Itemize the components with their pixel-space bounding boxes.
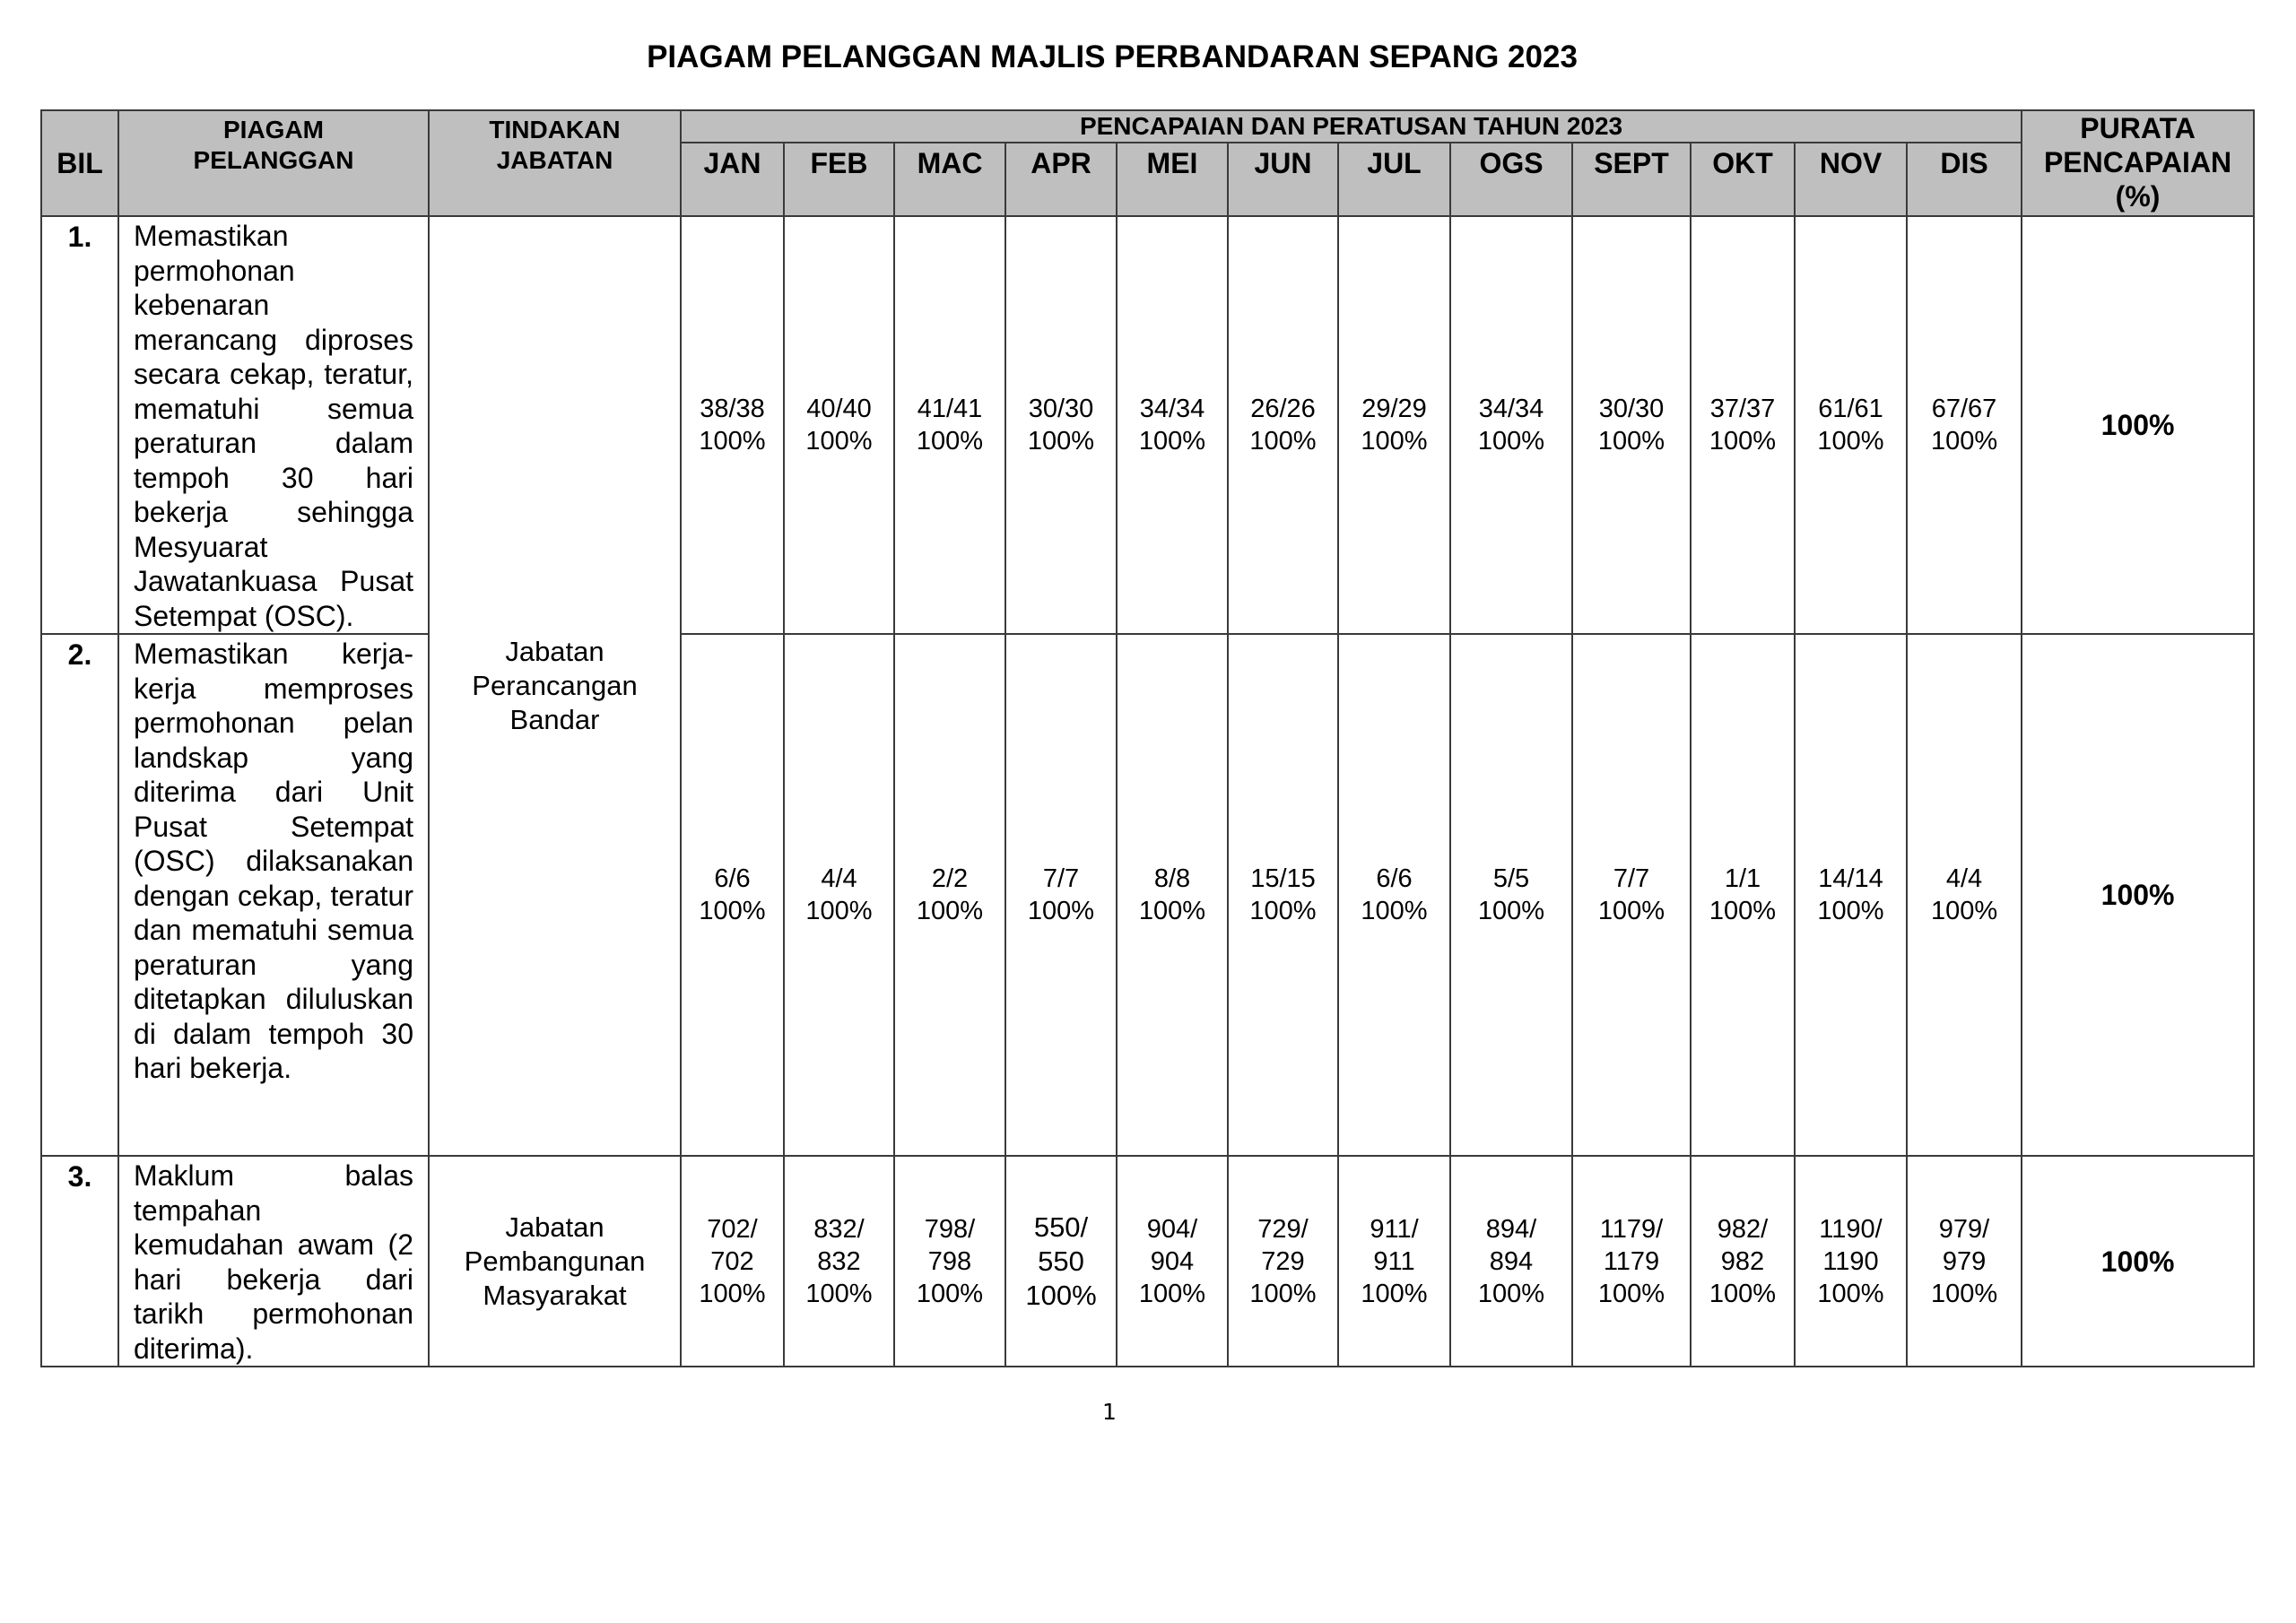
percentage-value: 100%: [1138, 427, 1206, 456]
department-line: Bandar: [509, 704, 600, 735]
percentage-value: 100%: [805, 427, 873, 456]
count-value: 798: [927, 1246, 972, 1276]
percentage-value: 100%: [1138, 897, 1206, 925]
table-row: [41, 1156, 2254, 1367]
header-pencapaian-group: PENCAPAIAN DAN PERATUSAN TAHUN 2023: [681, 110, 2022, 143]
count-value: 702/: [707, 1214, 758, 1244]
percentage-value: 100%: [1249, 897, 1317, 925]
count-value: 30/30: [1598, 395, 1665, 423]
table-body: [41, 216, 2254, 1367]
header-month-mei: MEI: [1117, 143, 1228, 216]
header-month-feb: FEB: [784, 143, 894, 216]
count-value: 38/38: [700, 395, 765, 423]
percentage-value: 100%: [916, 1279, 984, 1308]
department-cell: [429, 1156, 681, 1367]
percentage-value: 100%: [805, 1279, 873, 1308]
header-bil: BIL: [41, 110, 118, 216]
percentage-value: 100%: [699, 897, 766, 925]
percentage-value: 100%: [1138, 1279, 1206, 1308]
month-value-sept: [1572, 216, 1691, 634]
month-value-mac: [894, 1156, 1005, 1367]
percentage-value: 100%: [1477, 427, 1545, 456]
count-value: 6/6: [714, 864, 751, 893]
month-value-apr: [1005, 1156, 1117, 1367]
month-value-dis: [1907, 216, 2022, 634]
department-line: Jabatan: [505, 636, 604, 667]
count-value: 982/: [1717, 1214, 1769, 1244]
count-value: 67/67: [1931, 395, 1997, 423]
percentage-value: 100%: [1930, 427, 1998, 456]
percentage-value: 100%: [1817, 427, 1884, 456]
percentage-value: 100%: [1361, 427, 1428, 456]
count-value: 41/41: [917, 395, 983, 423]
header-month-sept: SEPT: [1572, 143, 1691, 216]
month-value-nov: [1795, 1156, 1907, 1367]
count-value: 40/40: [806, 395, 872, 423]
count-value: 34/34: [1139, 395, 1205, 423]
charter-description: Maklum balas tempahan kemudahan awam (2 hari bekerja dari tarikh permohonan diterima).: [118, 1156, 429, 1367]
percentage-value: 100%: [1709, 427, 1777, 456]
document-title: PIAGAM PELANGGAN MAJLIS PERBANDARAN SEPANG 2023: [647, 39, 1578, 74]
count-value: 798/: [924, 1214, 976, 1244]
charter-description: Memastikan kerja-kerja memproses permohonan pelan landskap yang diterima dari Unit Pusat Setempat (OSC) dilaksanakan dengan cekap, teratur dan mematuhi semua peraturan yang ditetapkan diluluskan di dalam tempoh 30 hari bekerja.: [118, 634, 429, 1156]
month-value-mei: [1117, 1156, 1228, 1367]
percentage-value: 100%: [1597, 427, 1665, 456]
count-value: 1190: [1822, 1246, 1879, 1276]
percentage-value: 100%: [1249, 427, 1317, 456]
month-value-jan: [681, 1156, 784, 1367]
department-line: Jabatan: [505, 1211, 604, 1243]
count-value: 14/14: [1818, 864, 1883, 893]
header-piagam-pelanggan: [118, 110, 429, 216]
percentage-value: 100%: [916, 427, 984, 456]
count-value: 4/4: [1945, 864, 1983, 893]
header-tindakan-line1: TINDAKAN: [489, 116, 621, 143]
month-value-okt: [1691, 634, 1795, 1156]
month-value-jul: [1338, 1156, 1450, 1367]
count-value: 1179: [1603, 1246, 1660, 1276]
percentage-value: 100%: [1597, 1279, 1665, 1308]
header-piagam-line2: PELANGGAN: [193, 146, 354, 174]
percentage-value: 100%: [805, 897, 873, 925]
percentage-value: 100%: [1025, 1279, 1097, 1311]
count-value: 5/5: [1492, 864, 1530, 893]
row-number: 3.: [41, 1156, 118, 1367]
count-value: 832: [817, 1246, 861, 1276]
count-value: 34/34: [1478, 395, 1544, 423]
percentage-value: 100%: [1361, 1279, 1428, 1308]
customer-charter-table: [40, 109, 2255, 1367]
month-value-jan: [681, 216, 784, 634]
count-value: 2/2: [931, 864, 969, 893]
percentage-value: 100%: [1027, 897, 1095, 925]
header-month-nov: NOV: [1795, 143, 1907, 216]
table-row: [41, 634, 2254, 1156]
charter-description: Memastikan permohonan kebenaran merancang diproses secara cekap, teratur, mematuhi semua peraturan dalam tempoh 30 hari bekerja sehingga Mesyuarat Jawatankuasa Pusat Setempat (OSC).: [118, 216, 429, 634]
row-number: 1.: [41, 216, 118, 634]
count-value: 911: [1373, 1246, 1415, 1276]
department-cell: [429, 216, 681, 1156]
count-value: 15/15: [1250, 864, 1316, 893]
percentage-value: 100%: [1930, 897, 1998, 925]
count-value: 904/: [1146, 1214, 1198, 1244]
header-month-jun: JUN: [1228, 143, 1338, 216]
month-value-nov: [1795, 216, 1907, 634]
count-value: 702: [710, 1246, 754, 1276]
average-achievement: 100%: [2022, 1156, 2254, 1367]
count-value: 4/4: [821, 864, 857, 893]
count-value: 550/: [1033, 1211, 1089, 1243]
percentage-value: 100%: [1817, 897, 1884, 925]
header-purata-pencapaian: [2022, 110, 2254, 216]
percentage-value: 100%: [1709, 897, 1777, 925]
department-line: Perancangan: [472, 670, 638, 701]
month-value-dis: [1907, 1156, 2022, 1367]
count-value: 7/7: [1042, 864, 1080, 893]
header-row-1: [41, 110, 2254, 143]
count-value: 8/8: [1153, 864, 1191, 893]
month-value-jun: [1228, 216, 1338, 634]
header-piagam-line1: PIAGAM: [223, 116, 324, 143]
percentage-value: 100%: [699, 1279, 766, 1308]
month-value-ogs: [1450, 1156, 1572, 1367]
month-value-okt: [1691, 216, 1795, 634]
department-line: Pembangunan: [464, 1245, 646, 1277]
month-value-apr: [1005, 634, 1117, 1156]
header-month-ogs: OGS: [1450, 143, 1572, 216]
month-value-mei: [1117, 634, 1228, 1156]
header-purata-line3: (%): [2115, 180, 2161, 213]
month-value-sept: [1572, 1156, 1691, 1367]
month-value-jul: [1338, 216, 1450, 634]
header-month-okt: OKT: [1691, 143, 1795, 216]
count-value: 37/37: [1709, 395, 1776, 423]
average-achievement: 100%: [2022, 216, 2254, 634]
percentage-value: 100%: [1249, 1279, 1317, 1308]
count-value: 904: [1150, 1246, 1195, 1276]
count-value: 982: [1720, 1246, 1765, 1276]
percentage-value: 100%: [1817, 1279, 1884, 1308]
average-achievement: 100%: [2022, 634, 2254, 1156]
month-value-sept: [1572, 634, 1691, 1156]
month-value-feb: [784, 1156, 894, 1367]
header-month-mac: MAC: [894, 143, 1005, 216]
count-value: 894: [1489, 1246, 1534, 1276]
percentage-value: 100%: [1361, 897, 1428, 925]
header-month-jan: JAN: [681, 143, 784, 216]
count-value: 550: [1038, 1245, 1084, 1277]
header-month-dis: DIS: [1907, 143, 2022, 216]
row-number: 2.: [41, 634, 118, 1156]
count-value: 832/: [813, 1214, 865, 1244]
count-value: 729/: [1257, 1214, 1309, 1244]
count-value: 911/: [1370, 1214, 1419, 1244]
percentage-value: 100%: [1477, 1279, 1545, 1308]
count-value: 1/1: [1724, 864, 1761, 893]
count-value: 29/29: [1361, 395, 1427, 423]
count-value: 1190/: [1819, 1214, 1883, 1244]
month-value-feb: [784, 634, 894, 1156]
percentage-value: 100%: [1597, 897, 1665, 925]
month-value-jan: [681, 634, 784, 1156]
month-value-jun: [1228, 1156, 1338, 1367]
month-value-nov: [1795, 634, 1907, 1156]
header-tindakan-jabatan: [429, 110, 681, 216]
count-value: 61/61: [1818, 395, 1883, 423]
count-value: 979/: [1938, 1214, 1990, 1244]
count-value: 26/26: [1250, 395, 1316, 423]
count-value: 979: [1942, 1246, 1987, 1276]
month-value-jul: [1338, 634, 1450, 1156]
month-value-mac: [894, 634, 1005, 1156]
count-value: 6/6: [1376, 864, 1413, 893]
month-value-jun: [1228, 634, 1338, 1156]
department-line: Masyarakat: [483, 1279, 627, 1311]
month-value-mei: [1117, 216, 1228, 634]
month-value-ogs: [1450, 216, 1572, 634]
header-tindakan-line2: JABATAN: [496, 146, 613, 174]
month-value-apr: [1005, 216, 1117, 634]
percentage-value: 100%: [1027, 427, 1095, 456]
header-month-apr: APR: [1005, 143, 1117, 216]
table-row: [41, 216, 2254, 634]
page-number: 1: [1102, 1399, 1117, 1425]
month-value-mac: [894, 216, 1005, 634]
month-value-dis: [1907, 634, 2022, 1156]
month-value-okt: [1691, 1156, 1795, 1367]
count-value: 894/: [1485, 1214, 1537, 1244]
header-purata-line2: PENCAPAIAN: [2043, 146, 2232, 178]
header-purata-line1: PURATA: [2080, 112, 2196, 144]
header-month-jul: JUL: [1338, 143, 1450, 216]
count-value: 7/7: [1613, 864, 1650, 893]
percentage-value: 100%: [699, 427, 766, 456]
percentage-value: 100%: [1930, 1279, 1998, 1308]
month-value-feb: [784, 216, 894, 634]
count-value: 30/30: [1028, 395, 1094, 423]
count-value: 1179/: [1599, 1214, 1664, 1244]
percentage-value: 100%: [916, 897, 984, 925]
percentage-value: 100%: [1709, 1279, 1777, 1308]
count-value: 729: [1261, 1246, 1305, 1276]
month-value-ogs: [1450, 634, 1572, 1156]
percentage-value: 100%: [1477, 897, 1545, 925]
